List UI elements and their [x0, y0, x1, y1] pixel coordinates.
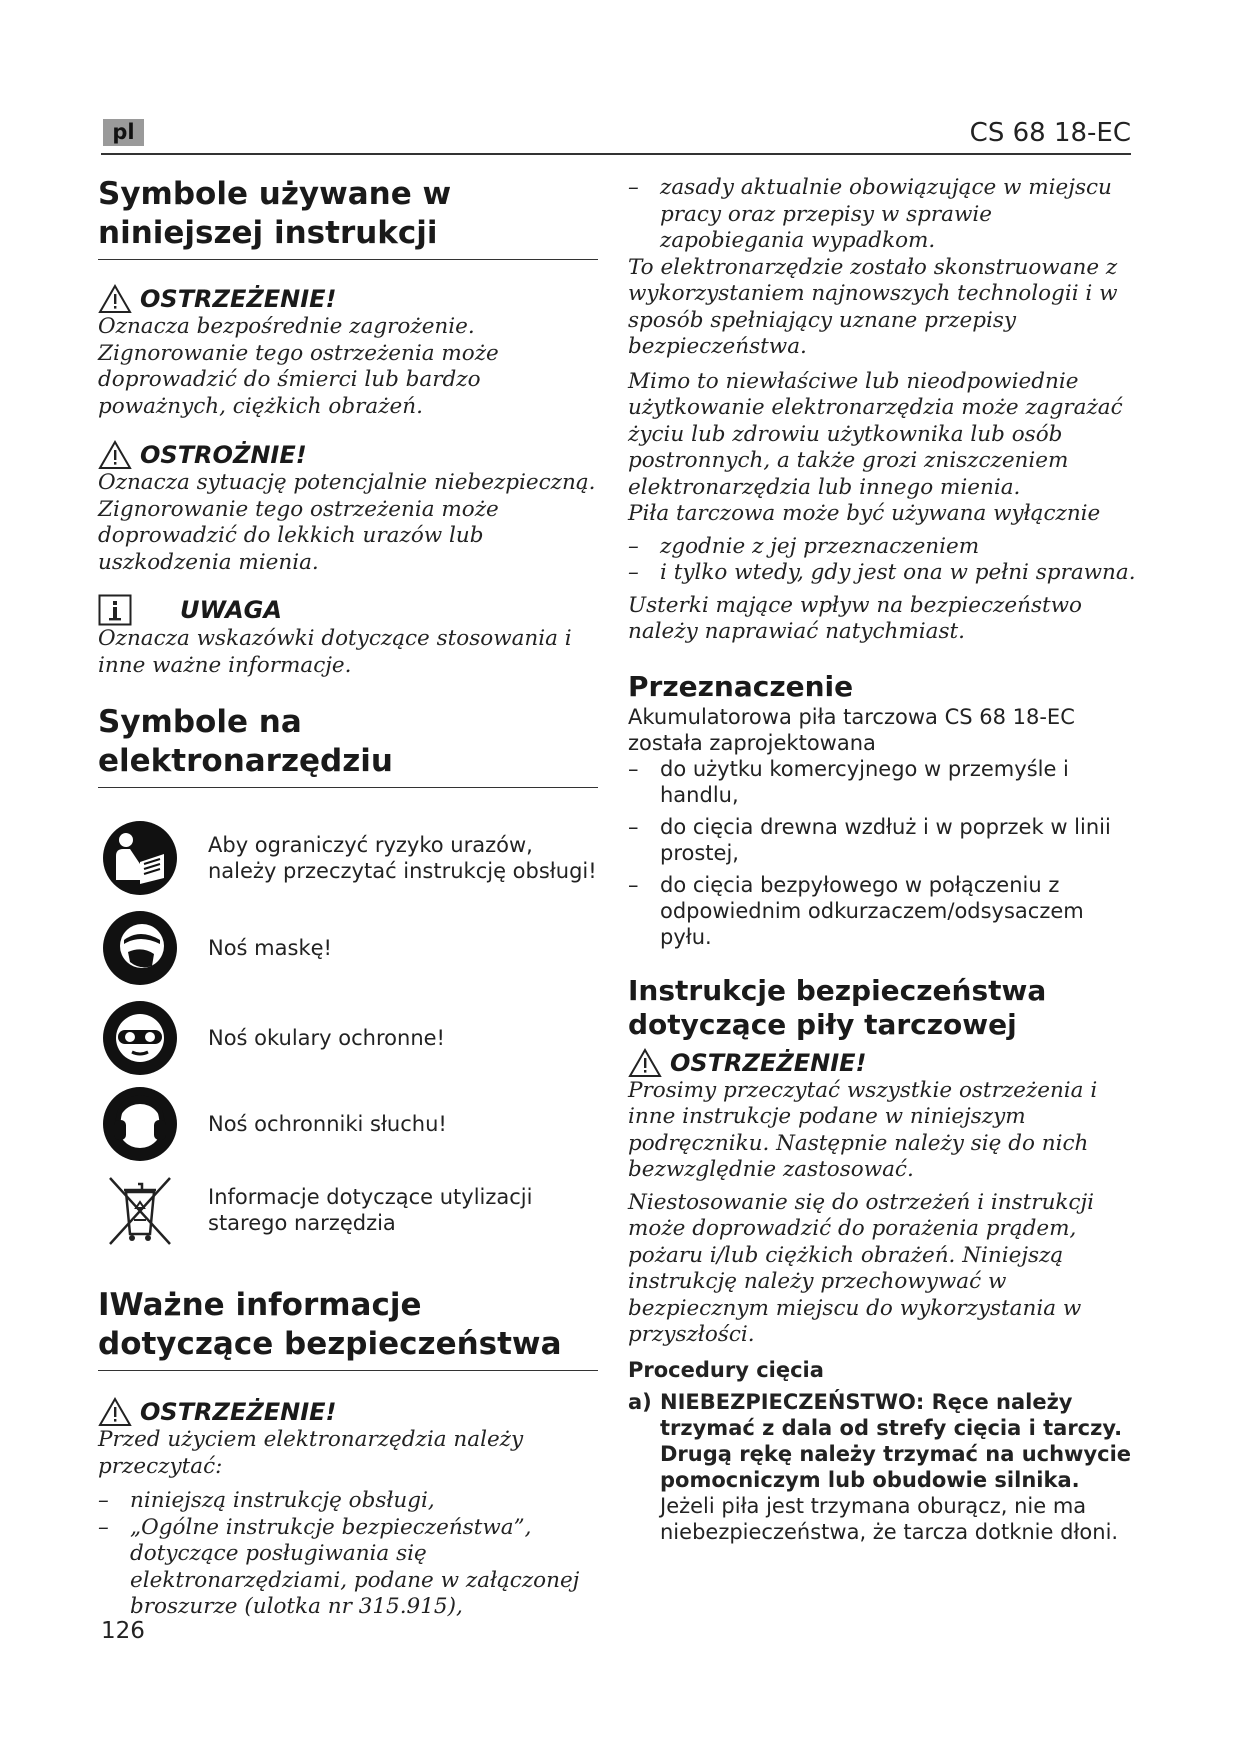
paragraph: Piła tarczowa może być używana wyłącznie [628, 501, 1101, 526]
symbol-text: Aby ograniczyć ryzyko urazów, należy przeczytać instrukcję obsługi! [208, 833, 597, 883]
saw-warning-text: Prosimy przeczytać wszystkie ostrzeżenia i inne instrukcje podane w niniejszym podręczniku. Następnie należy się do nich bezwzględnie zastosować. [628, 1077, 1098, 1182]
info-icon [98, 594, 132, 626]
purpose-text: Akumulatorowa piła tarczowa CS 68 18-EC została zaprojektowana [628, 704, 1075, 755]
wear-goggles-icon [102, 1000, 178, 1076]
saw-safety-heading: Instrukcje bezpieczeństwa dotyczące piły tarczowej [628, 973, 1047, 1041]
safety-warning-label: OSTRZEŻENIE! [140, 1398, 337, 1426]
symbol-text: Noś maskę! [208, 936, 332, 960]
warning-text: Oznacza bezpośrednie zagrożenie. Zignorowanie tego ostrzeżenia może doprowadzić do śmierci lub bardzo poważnych, ciężkich obrażeń. [98, 314, 499, 419]
language-badge: pl [103, 119, 144, 146]
procedure-bold-text: NIEBEZPIECZEŃSTWO: Ręce należy trzymać z dala od strefy cięcia i tarczy. Drugą rękę należy trzymać na uchwycie pomocniczym lub obudowie silnika. [660, 1389, 1132, 1492]
tool-symbols-heading: Symbole na elektronarzędziu [98, 703, 598, 788]
symbol-text: Informacje dotyczące utylizacji starego narzędzia [208, 1185, 533, 1235]
read-manual-icon [102, 820, 178, 896]
warning-heading [98, 284, 598, 314]
procedure-label: a) [628, 1389, 652, 1414]
paragraph: Mimo to niewłaściwe lub nieodpowiednie użytkowanie elektronarzędzia może zagrażać życiu lub zdrowiu użytkownika lub osób postronnych, a także grozi zniszczeniem elektronarzędzia lub innego mienia. [628, 368, 1123, 500]
caution-label: OSTROŻNIE! [140, 441, 307, 469]
safety-warning-heading [98, 1397, 598, 1427]
procedure-text: Jeżeli piła jest trzymana oburącz, nie ma niebezpieczeństwa, że tarcza dotknie dłoni. [660, 1493, 1119, 1544]
model-name: CS 68 18-EC [969, 118, 1131, 148]
note-label: UWAGA [180, 596, 282, 624]
list-item: – do użytku komercyjnego w przemyśle i handlu, [628, 756, 1069, 807]
paragraph: Usterki mające wpływ na bezpieczeństwo należy naprawiać natychmiast. [628, 592, 1082, 644]
symbol-row [98, 816, 598, 900]
list-item: – zasady aktualnie obowiązujące w miejscu pracy oraz przepisy w sprawie zapobiegania wypadkom. [628, 175, 1112, 253]
list-item: – do cięcia bezpyłowego w połączeniu z odpowiednim odkurzaczem/odsysaczem pyłu. [628, 872, 1084, 949]
warning-triangle-icon [98, 440, 132, 470]
purpose-heading: Przeznaczenie [628, 669, 854, 703]
list-item: – „Ogólne instrukcje bezpieczeństwa”, dotyczące posługiwania się elektronarzędziami, podane w załączonej broszurze (ulotka nr 315.915), [98, 1514, 580, 1619]
right-column [628, 175, 1138, 1545]
caution-heading [98, 440, 598, 470]
safety-warning-text: Przed użyciem elektronarzędzia należy przeczytać: [98, 1427, 524, 1479]
list-item: – do cięcia drewna wzdłuż i w poprzek w linii prostej, [628, 814, 1111, 865]
safety-heading: IWażne informacje dotyczące bezpieczeństwa [98, 1286, 598, 1371]
saw-warning-heading [628, 1048, 1138, 1078]
list-item: – niniejszą instrukcję obsługi, [98, 1488, 435, 1513]
list-item: – i tylko wtedy, gdy jest ona w pełni sprawna. [628, 560, 1136, 585]
symbols-heading: Symbole używane w niniejszej instrukcji [98, 175, 598, 260]
procedures-heading: Procedury cięcia [628, 1357, 824, 1382]
saw-warning-label: OSTRZEŻENIE! [670, 1048, 867, 1077]
paragraph: To elektronarzędzie zostało skonstruowane z wykorzystaniem najnowszych technologii i w sposób spełniający uznane przepisy bezpieczeństwa. [628, 254, 1118, 359]
wear-ear-protection-icon [102, 1086, 178, 1162]
warning-triangle-icon [628, 1048, 662, 1078]
page-number: 126 [101, 1618, 145, 1644]
procedure-item [628, 1389, 1138, 1545]
warning-label: OSTRZEŻENIE! [140, 285, 337, 313]
symbol-row [98, 1172, 598, 1248]
symbol-row [98, 908, 598, 988]
wear-mask-icon [102, 910, 178, 986]
caution-text: Oznacza sytuację potencjalnie niebezpieczną. Zignorowanie tego ostrzeżenia może doprowadzić do lekkich urazów lub uszkodzenia mienia. [98, 470, 596, 575]
header-rule [101, 153, 1131, 155]
note-heading [98, 594, 598, 626]
saw-warning-text: Niestosowanie się do ostrzeżeń i instrukcji może doprowadzić do porażenia prądem, pożaru i/lub ciężkich obrażeń. Niniejszą instrukcję należy przechowywać w bezpiecznym miejscu do wykorzystania w przyszłości. [628, 1189, 1095, 1347]
warning-triangle-icon [98, 284, 132, 314]
left-column [98, 175, 598, 1621]
symbol-row [98, 998, 598, 1078]
list-item: – zgodnie z jej przeznaczeniem [628, 533, 980, 559]
warning-triangle-icon [98, 1397, 132, 1427]
symbol-text: Noś ochronniki słuchu! [208, 1112, 447, 1136]
symbol-row [98, 1084, 598, 1164]
note-text: Oznacza wskazówki dotyczące stosowania i inne ważne informacje. [98, 626, 572, 678]
symbol-text: Noś okulary ochronne! [208, 1026, 445, 1050]
crossed-bin-icon [102, 1172, 178, 1248]
